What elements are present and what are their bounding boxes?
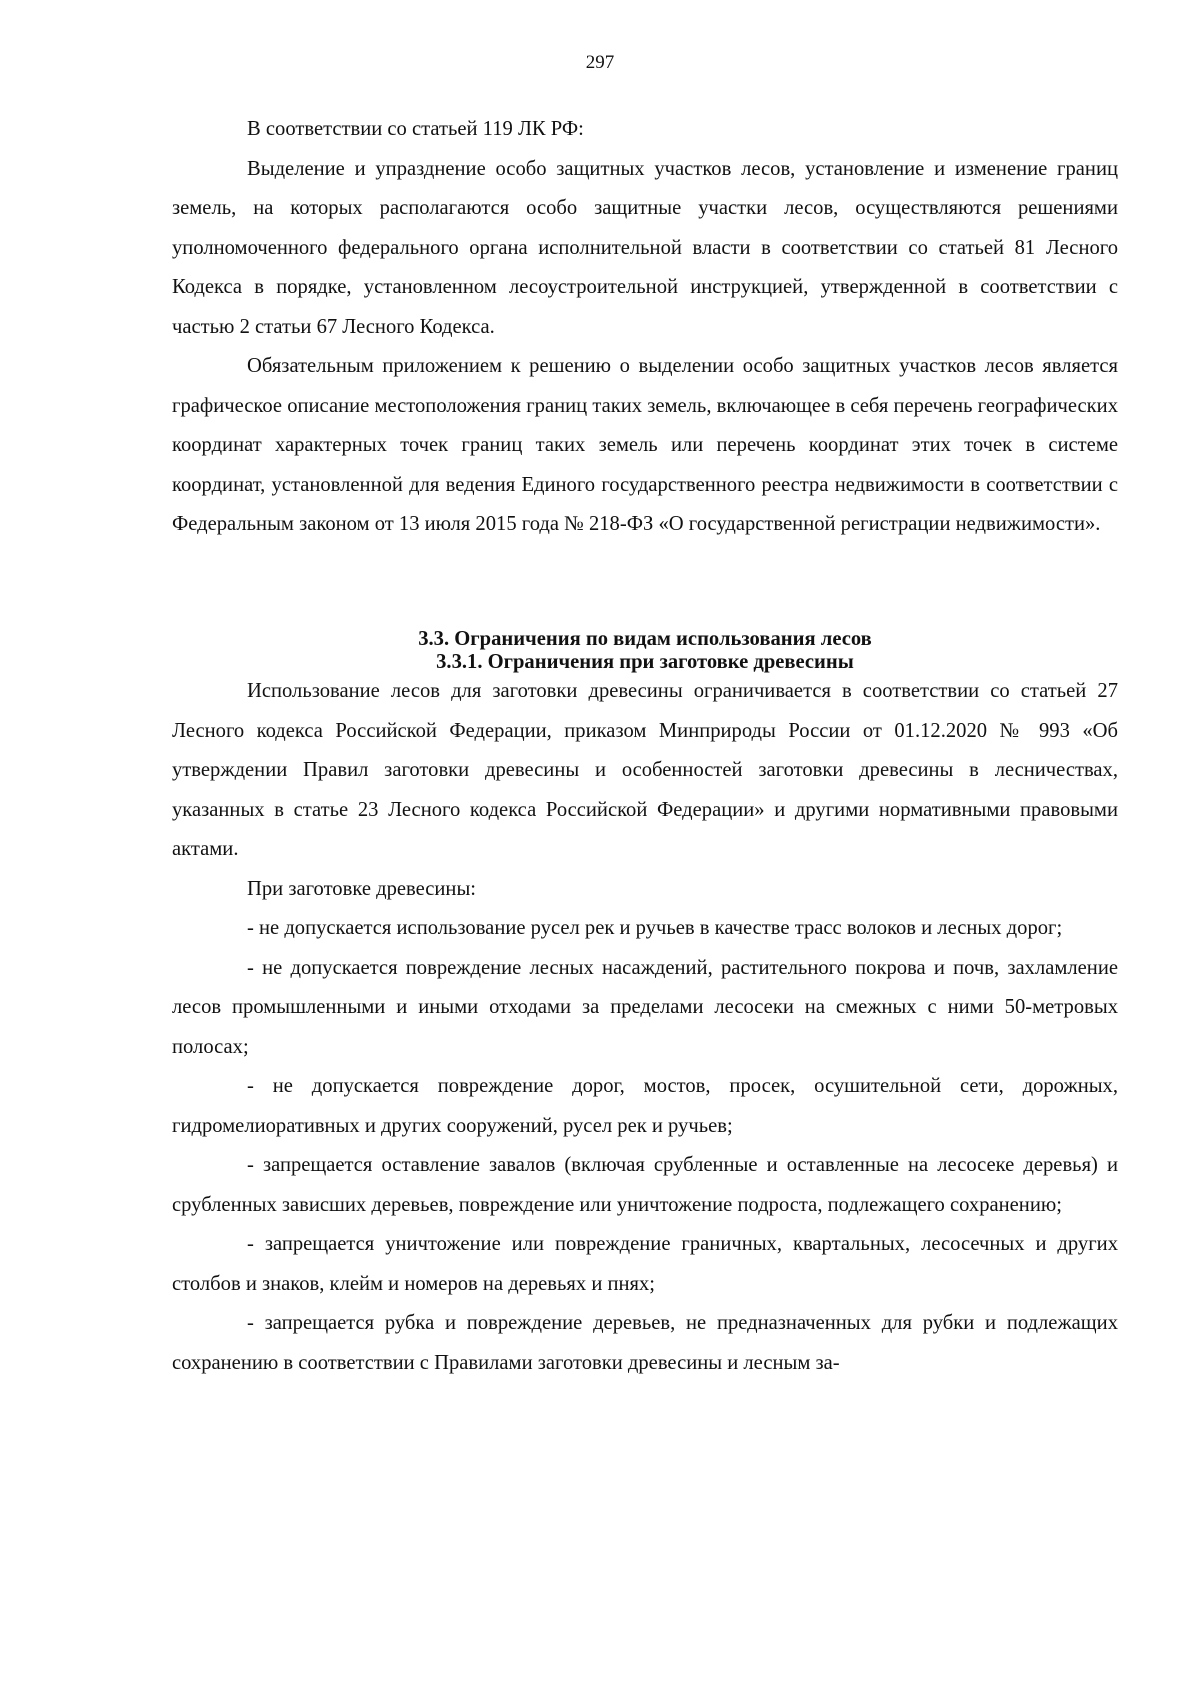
paragraph: Выделение и упразднение особо защитных участков лесов, установление и изменение границ земель, на которых располагаются особо защитные участки лесов, осуществляются решениями уполномоченного федерального органа исполнительной власти в соответствии со статьей 81 Лесного Кодекса в порядке, установленном лесоустроительной инструкцией, утвержденной в соответствии с частью 2 статьи 67 Лесного Кодекса.: [172, 157, 1118, 338]
section-text-block: [172, 672, 1118, 1383]
page-number: 297: [585, 52, 615, 73]
paragraph: Обязательным приложением к решению о выделении особо защитных участков лесов является графическое описание местоположения границ таких земель, включающее в себя перечень географических координат характерных точек границ таких земель или перечень координат этих точек в системе координат, установленной для ведения Единого государственного реестра недвижимости в соответствии с Федеральным законом от 13 июля 2015 года № 218-ФЗ «О государственной регистрации недвижимости».: [172, 355, 1118, 535]
section-headings: [172, 628, 1118, 674]
section-heading: 3.3. Ограничения по видам использования лесов: [418, 628, 872, 650]
list-item: - запрещается оставление завалов (включая срубленные и оставленные на лесосеке деревья) и срубленных зависших деревьев, повреждение или уничтожение подроста, подлежащего сохранению;: [172, 1154, 1118, 1216]
list-item: - не допускается повреждение дорог, мостов, просек, осушительной сети, дорожных, гидромелиоративных и других сооружений, русел рек и ручьев;: [172, 1075, 1118, 1137]
intro-text-block: [172, 110, 1118, 545]
list-item: - не допускается использование русел рек и ручьев в качестве трасс волоков и лесных дорог;: [247, 917, 1063, 939]
paragraph: При заготовке древесины:: [247, 877, 477, 900]
paragraph: Использование лесов для заготовки древесины ограничивается в соответствии со статьей 27 Лесного кодекса Российской Федерации, приказом Минприроды России от 01.12.2020 № 993 «Об утверждении Правил заготовки древесины и особенностей заготовки древесины в лесничествах, указанных в статье 23 Лесного кодекса Российской Федерации» и другими нормативными правовыми актами.: [172, 680, 1118, 860]
list-item: - не допускается повреждение лесных насаждений, растительного покрова и почв, захламление лесов промышленными и иными отходами за пределами лесосеки на смежных с ними 50-метровых полосах;: [172, 956, 1118, 1058]
paragraph: В соответствии со статьей 119 ЛК РФ:: [247, 118, 584, 140]
list-item: - запрещается уничтожение или повреждение граничных, квартальных, лесосечных и других столбов и знаков, клейм и номеров на деревьях и пнях;: [172, 1233, 1118, 1295]
subsection-heading: 3.3.1. Ограничения при заготовке древесины: [436, 651, 854, 673]
list-item: - запрещается рубка и повреждение деревьев, не предназначенных для рубки и подлежащих сохранению в соответствии с Правилами заготовки древесины и лесным за-: [172, 1312, 1118, 1374]
